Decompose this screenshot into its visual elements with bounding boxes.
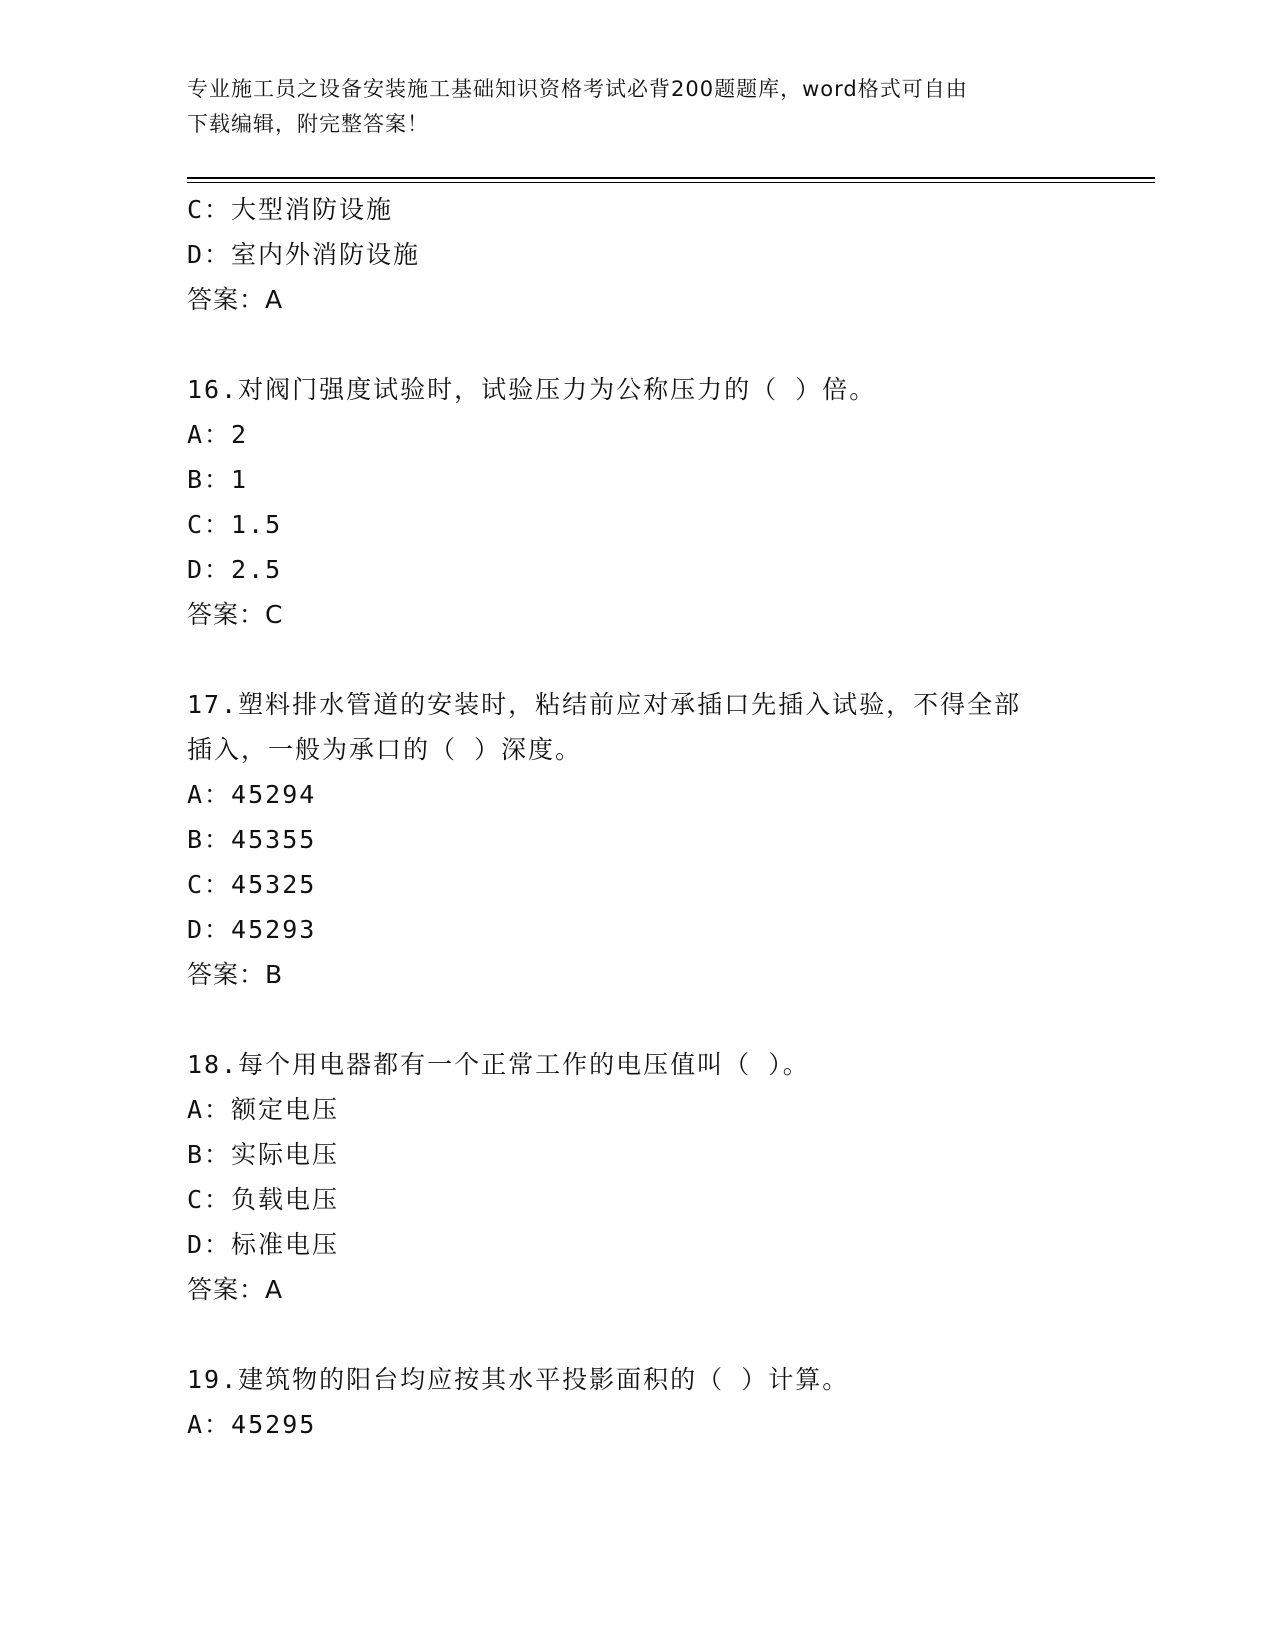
q17-answer: 答案：B	[187, 960, 284, 989]
q15-option-d: D：室内外消防设施	[187, 240, 421, 269]
q16-answer: 答案：C	[187, 600, 284, 629]
q17-option-d: D：45293	[187, 915, 317, 944]
header-line-1: 专业施工员之设备安装施工基础知识资格考试必背200题题库，word格式可自由	[187, 77, 968, 101]
q18-option-a: A：额定电压	[187, 1095, 340, 1124]
q19-stem: 19.建筑物的阳台均应按其水平投影面积的（ ）计算。	[187, 1365, 850, 1394]
q16-option-d: D：2.5	[187, 555, 283, 584]
q18-answer: 答案：A	[187, 1275, 284, 1304]
document-header	[187, 72, 1067, 142]
q16-stem: 16.对阀门强度试验时，试验压力为公称压力的（ ）倍。	[187, 375, 877, 404]
q17-stem-line-1: 17.塑料排水管道的安装时，粘结前应对承插口先插入试验，不得全部	[187, 690, 1022, 719]
header-rule-thin	[187, 182, 1155, 183]
q15-answer: 答案：A	[187, 285, 284, 314]
q17-option-a: A：45294	[187, 780, 317, 809]
q18-option-c: C：负载电压	[187, 1185, 340, 1214]
q18-stem: 18.每个用电器都有一个正常工作的电压值叫（ ）。	[187, 1050, 810, 1079]
header-line-2: 下载编辑，附完整答案！	[187, 112, 429, 136]
q19-option-a: A：45295	[187, 1410, 317, 1439]
q16-option-c: C：1.5	[187, 510, 283, 539]
q18-option-d: D：标准电压	[187, 1230, 340, 1259]
q15-option-c: C：大型消防设施	[187, 195, 394, 224]
q17-option-b: B：45355	[187, 825, 317, 854]
q18-option-b: B：实际电压	[187, 1140, 340, 1169]
header-rule-thick	[187, 177, 1155, 179]
q16-option-b: B：1	[187, 465, 249, 494]
q17-option-c: C：45325	[187, 870, 317, 899]
q16-option-a: A：2	[187, 420, 249, 449]
q17-stem-line-2: 插入，一般为承口的（ ）深度。	[187, 735, 583, 764]
